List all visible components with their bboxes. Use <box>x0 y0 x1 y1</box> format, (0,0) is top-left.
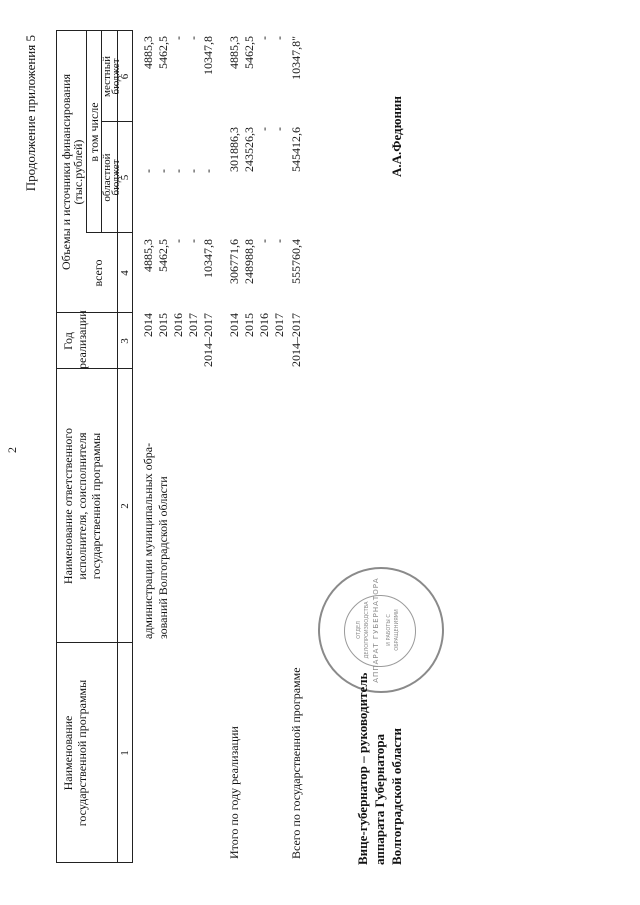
section3-regional: 545412,6 <box>289 127 303 172</box>
page-number: 2 <box>5 447 19 453</box>
header-volumes-line2: (тыс.рублей) <box>71 139 85 205</box>
header-executor-line1: Наименование ответственного <box>61 427 75 585</box>
header-program-name-line1: Наименование <box>61 715 75 791</box>
section2-row4-total: - <box>272 239 286 243</box>
section3-total: 555760,4 <box>289 239 303 284</box>
official-stamp <box>318 567 444 693</box>
section1-row3-regional: - <box>171 169 185 173</box>
section1-row3-year: 2016 <box>171 313 185 337</box>
column-number-6: 6 <box>119 73 131 80</box>
section2-row3-year: 2016 <box>257 313 271 337</box>
section2-label: Итого по году реализации <box>227 726 241 859</box>
stamp-inner-line3: И РАБОТЫ С <box>386 614 392 646</box>
section1-row4-regional: - <box>186 169 200 173</box>
section1-row3-local: - <box>171 36 185 40</box>
column-number-1: 1 <box>119 750 131 756</box>
section2-row3-regional: - <box>257 127 271 131</box>
section1-row4-local: - <box>186 36 200 40</box>
section1-row4-year: 2017 <box>186 313 200 337</box>
section2-row4-regional: - <box>272 127 286 131</box>
header-local-line1: местный <box>101 56 113 97</box>
section1-row5-local: 10347,8 <box>201 36 215 75</box>
header-executor-line3: государственной программы <box>89 432 103 580</box>
section2-row2-local: 5462,5 <box>242 36 256 69</box>
section2-row2-total: 248988,8 <box>242 239 256 284</box>
header-local-line2: бюджет <box>110 58 122 95</box>
header-program-name-line2: государственной программы <box>75 679 89 827</box>
section1-row1-regional: - <box>141 169 155 173</box>
header-executor-line2: исполнителя, соисполнителя <box>75 432 89 580</box>
section2-row1-total: 306771,6 <box>227 239 241 284</box>
signature-title-line3: Волгоградской области <box>389 727 404 865</box>
header-year-line1: Год <box>61 332 75 350</box>
section1-executor-line1: администрации муниципальных обра- <box>141 442 155 639</box>
section1-row2-local: 5462,5 <box>156 36 170 69</box>
header-total: всего <box>91 259 105 287</box>
header-regional-line1: областной <box>101 153 113 202</box>
section1-row2-year: 2015 <box>156 313 170 337</box>
section3-label: Всего по государственной программе <box>289 667 303 859</box>
stamp-inner-line2: ДЕЛОПРОИЗВОДСТВА <box>364 601 370 659</box>
section2-row1-year: 2014 <box>227 313 241 337</box>
section1-row1-total: 4885,3 <box>141 239 155 272</box>
continuation-label: Продолжение приложения 5 <box>23 35 38 192</box>
header-including: в том числе <box>87 102 101 162</box>
section1-row5-year: 2014–2017 <box>201 313 215 367</box>
section2-row1-local: 4885,3 <box>227 36 241 69</box>
section1-row2-regional: - <box>156 169 170 173</box>
section1-row1-year: 2014 <box>141 313 155 337</box>
section1-row2-total: 5462,5 <box>156 239 170 272</box>
section2-row2-regional: 243526,3 <box>242 127 256 172</box>
section3-year: 2014–2017 <box>289 313 303 367</box>
signature-title-line1: Вице-губернатор – руководитель <box>355 672 370 865</box>
section2-row4-local: - <box>272 36 286 40</box>
stamp-ring-text: АППАРАТ ГУБЕРНАТОРА <box>372 577 380 683</box>
signatory-name: А.А.Федюнин <box>389 95 404 177</box>
section2-row3-local: - <box>257 36 271 40</box>
section2-row3-total: - <box>257 239 271 243</box>
signature-title-line2: аппарата Губернатора <box>372 733 387 865</box>
header-regional-line2: бюджет <box>110 159 122 196</box>
section1-row1-local: 4885,3 <box>141 36 155 69</box>
stamp-inner-line4: ОБРАЩЕНИЯМИ <box>394 609 400 651</box>
header-year-line2: реализации <box>75 310 89 369</box>
section1-row4-total: - <box>186 239 200 243</box>
header-volumes-line1: Объемы и источники финансирования <box>59 73 73 271</box>
column-number-2: 2 <box>119 503 131 509</box>
section1-row5-total: 10347,8 <box>201 239 215 278</box>
section3-local: 10347,8" <box>289 36 303 80</box>
section2-row1-regional: 301886,3 <box>227 127 241 172</box>
section1-executor-line2: зований Волгоградской области <box>156 476 170 639</box>
section1-row5-regional: - <box>201 169 215 173</box>
section2-row4-year: 2017 <box>272 313 286 337</box>
section1-row3-total: - <box>171 239 185 243</box>
column-number-3: 3 <box>119 338 131 344</box>
stamp-inner-line1: ОТДЕЛ <box>356 621 362 639</box>
column-number-4: 4 <box>119 270 131 276</box>
section2-row2-year: 2015 <box>242 313 256 337</box>
column-number-5: 5 <box>119 174 131 181</box>
